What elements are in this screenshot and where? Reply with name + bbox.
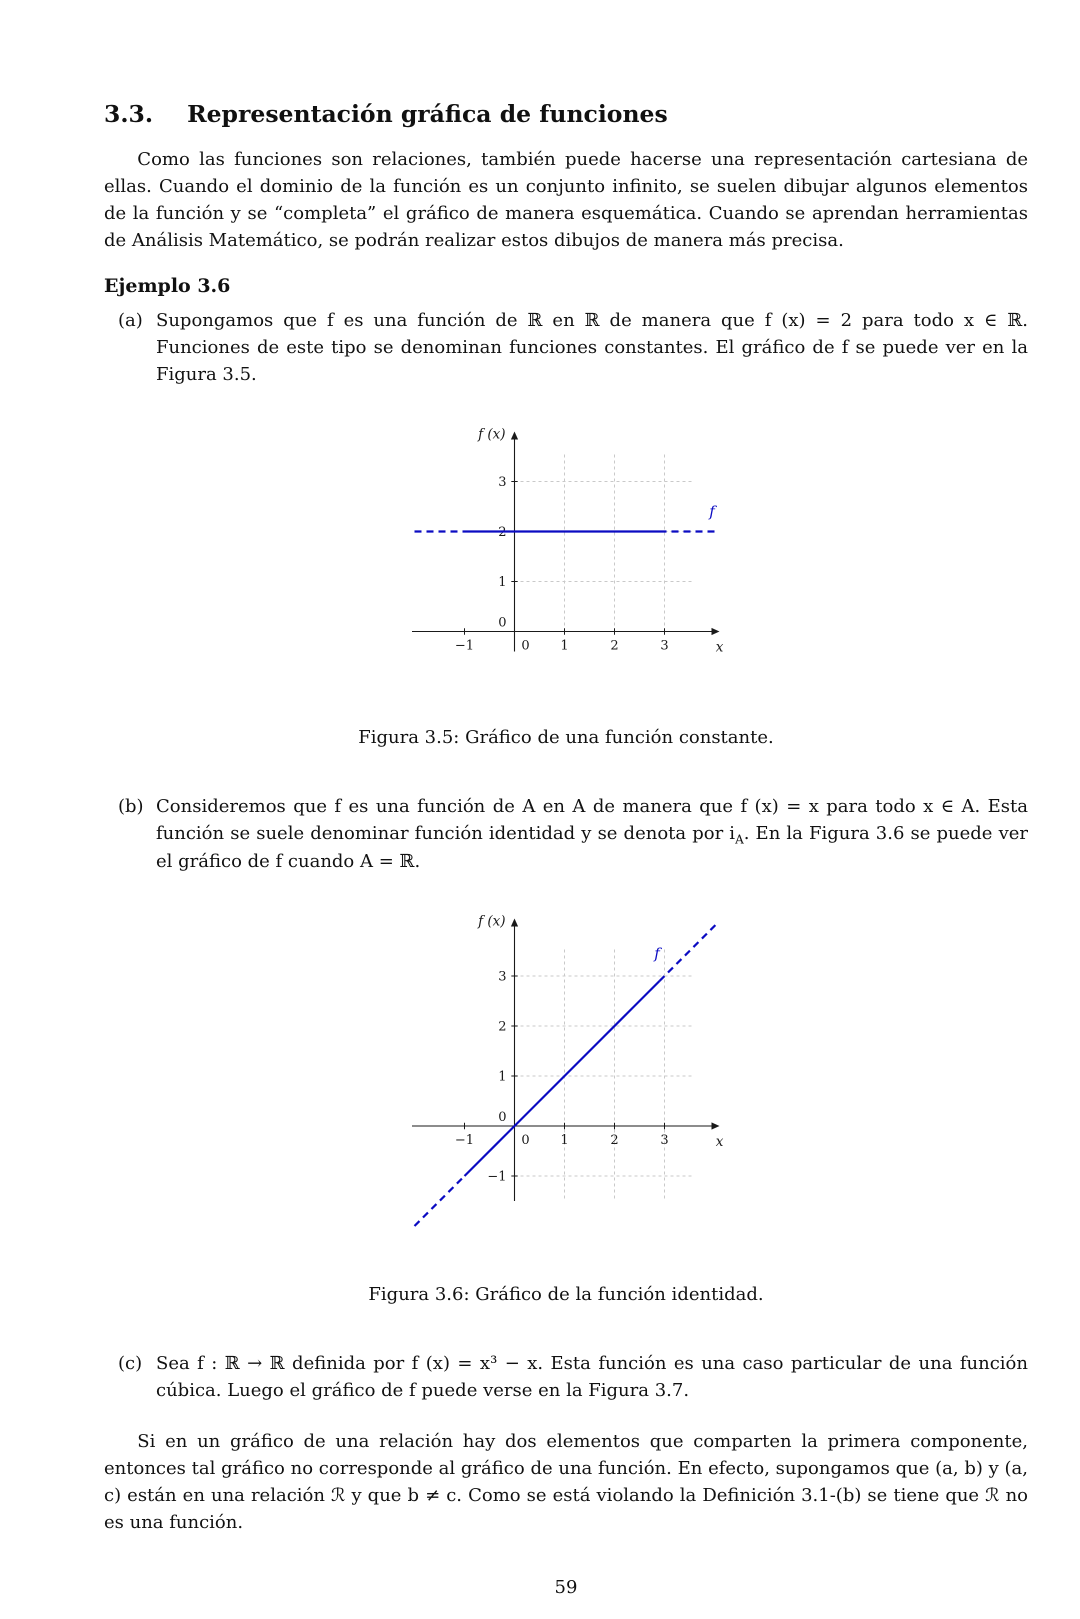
figure-3-5 (358, 416, 773, 751)
svg-text:3: 3 (498, 474, 507, 490)
svg-text:0: 0 (498, 615, 507, 631)
svg-text:3: 3 (498, 969, 507, 985)
svg-text:−1: −1 (454, 1133, 475, 1149)
closing-paragraph: Si en un gráfico de una relación hay dos elementos que comparten la primera componente, entonces tal gráfico no corresponde al gráfico de una función. En efecto, supongamos que (a, b) y (a, c) están en una relación ℛ y que b ≠ c. Como se está violando la Definición 3.1-(b) se tiene que ℛ no es una función. (104, 1431, 1028, 1534)
svg-text:0: 0 (498, 1110, 507, 1126)
svg-text:2: 2 (498, 524, 507, 540)
svg-text:−1: −1 (487, 1169, 507, 1185)
item-b-text-part-1: Consideremos que f es una función de A en A de manera que f (x) = x para todo x ∈ A. Esta función se suele denominar función identidad y se denota por i (156, 795, 1028, 844)
svg-text:2: 2 (610, 1133, 619, 1149)
figure-3-5-caption: Figura 3.5: Gráfico de una función constante. (358, 726, 774, 748)
section-heading (104, 100, 1028, 128)
svg-text:0: 0 (521, 1133, 530, 1149)
svg-text:2: 2 (610, 638, 619, 654)
item-b-label: (b) (118, 795, 144, 817)
item-b-text-part-2: . En la Figura 3.6 se puede ver el gráfico de f cuando A = ℝ. (156, 822, 1028, 873)
svg-text:f (x): f (x) (478, 426, 506, 443)
item-a-label: (a) (118, 309, 143, 331)
svg-text:0: 0 (521, 638, 530, 654)
svg-text:1: 1 (498, 574, 507, 590)
svg-text:1: 1 (560, 1133, 569, 1149)
figure-3-6 (368, 903, 763, 1308)
identity-function-chart (399, 903, 733, 1243)
svg-text:1: 1 (498, 1069, 507, 1085)
page-number: 59 (554, 1577, 578, 1599)
figure-3-6-caption: Figura 3.6: Gráfico de la función identidad. (368, 1284, 764, 1306)
section-title: Representación gráfica de funciones (187, 100, 668, 128)
example-heading: Ejemplo 3.6 (104, 275, 231, 298)
svg-text:3: 3 (660, 1133, 669, 1149)
intro-paragraph: Como las funciones son relaciones, también puede hacerse una representación cartesiana de ellas. Cuando el dominio de la función es un conjunto infinito, se suelen dibujar algunos elementos de la función y se “completa” el gráfico de manera esquemática. Cuando se aprendan herramientas de Análisis Matemático, se podrán realizar estos dibujos de manera más precisa. (104, 149, 1028, 252)
svg-text:−1: −1 (454, 638, 475, 654)
list-item-a (118, 307, 1028, 388)
svg-text:f: f (654, 944, 660, 963)
svg-text:f (x): f (x) (478, 913, 506, 930)
item-c-label: (c) (118, 1353, 143, 1375)
item-b-subscript: A (735, 832, 744, 847)
svg-text:2: 2 (498, 1019, 507, 1035)
list-item-b (118, 793, 1028, 876)
svg-text:1: 1 (560, 638, 569, 654)
svg-text:f: f (709, 502, 715, 521)
constant-function-chart (399, 416, 733, 686)
section-number: 3.3. (104, 100, 154, 128)
item-a-text: Supongamos que f es una función de ℝ en ℝ de manera que f (x) = 2 para todo x ∈ ℝ. Funciones de este tipo se denominan funciones constantes. El gráfico de f se puede ver en la Figura 3.5. (156, 309, 1028, 385)
list-item-c (118, 1350, 1028, 1404)
item-b-text (156, 793, 1028, 876)
svg-text:x: x (715, 639, 724, 656)
svg-text:x: x (715, 1134, 724, 1151)
svg-text:3: 3 (660, 638, 669, 654)
item-c-text: Sea f : ℝ → ℝ definida por f (x) = x³ − x. Esta función es una caso particular de una función cúbica. Luego el gráfico de f puede verse en la Figura 3.7. (156, 1353, 1028, 1402)
